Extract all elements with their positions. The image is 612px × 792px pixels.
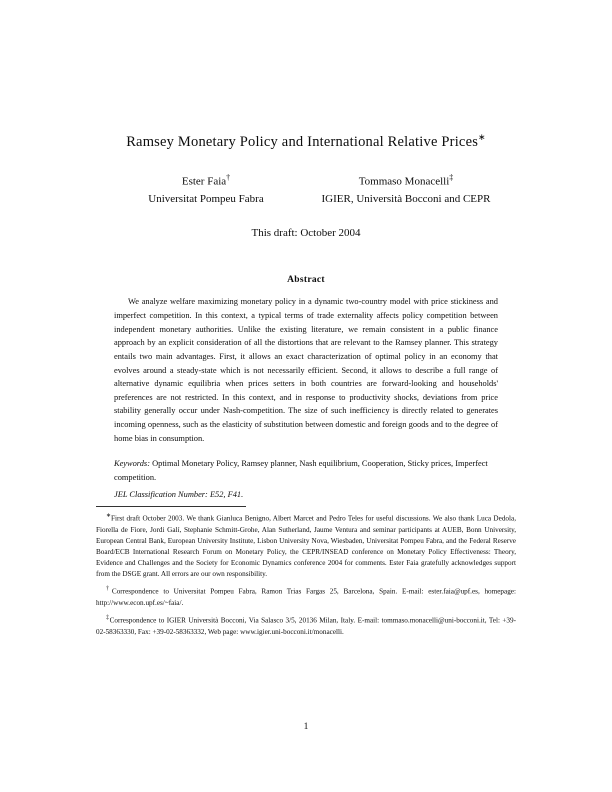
abstract-text: We analyze welfare maximizing monetary policy in a dynamic two-country model with price stickiness and imperfect competition. In this context, a typical terms of trade externality affects policy competition between independent monetary authorities. Unlike the existing literature, we remain consistent in a public finance approach by an explicit consideration of all the distortions that are relevant to the Ramsey planner. This strategy entails two main advantages. First, it allows an exact characterization of optimal policy in an economy that evolves around a steady-state which is not necessarily efficient. Second, it allows to describe a full range of alternative dynamic equilibria when prices setters in both countries are forward-looking and households' preferences are not restricted. In this context, and in response to productivity shocks, deviations from price stability generally occur under Nash-competition. The size of such inefficiency is directly related to generates incoming openness, such as the elasticity of substitution between domestic and foreign goods and to the degree of home bias in consumption. <box>114 297 498 443</box>
footnote-3-marker: ‡ <box>106 615 110 622</box>
footnote-2 <box>96 585 516 609</box>
footnotes-block <box>96 512 516 643</box>
author-2-affiliation: IGIER, Università Bocconi and CEPR <box>321 193 491 206</box>
footnote-2-text: Correspondence to Universitat Pompeu Fabra, Ramon Trias Fargas 25, Barcelona, Spain. E-mail: ester.faia@upf.es, homepage: http://www.econ.upf.es/~faia/. <box>96 587 516 607</box>
jel-text: E52, F41. <box>209 490 244 500</box>
footnote-1-marker: ∗ <box>106 513 112 519</box>
footnote-1 <box>96 512 516 580</box>
author-1-affiliation: Universitat Pompeu Fabra <box>148 193 264 206</box>
footnote-divider <box>96 506 246 507</box>
jel-label: JEL Classification Number: <box>114 490 208 500</box>
title-footnote-marker: ∗ <box>478 132 486 142</box>
jel-line <box>114 490 498 499</box>
author-2-name: Tommaso Monacelli‡ <box>358 172 454 188</box>
footnote-1-text: First draft October 2003. We thank Gianluca Benigno, Albert Marcet and Pedro Teles for useful discussions. We also thank Luca Dedola, Fiorella de Fiore, Jordi Galí, Stephanie Schmitt-Grohe, Alan Sutherland, Jaume Ventura and seminar participants at AUEB, Bonn University, European Central Bank, European University Institute, Lisbon University Nova, Wiesbaden, Universitat Pompeu Fabra, and the Federal Reserve Board/ECB International Research Forum on Monetary Policy, the CEPR/INSEAD conference on Monetary Policy Effectiveness: Theory, Evidence and Challenges and the Society for Economic Dynamics conference 2004 for comments. Ester Faia gratefully acknowledges support from the DSGE grant. All errors are our own responsibility. <box>96 514 516 579</box>
footnote-2-marker: † <box>106 586 112 593</box>
keywords-line <box>114 457 498 484</box>
draft-date: This draft: October 2004 <box>251 227 361 240</box>
page-number: 1 <box>303 722 309 732</box>
title-text: Ramsey Monetary Policy and International Relative Prices <box>126 133 479 150</box>
author-block <box>96 173 516 206</box>
footnote-3-text: Correspondence to IGIER Università Bocconi, Via Salasco 3/5, 20136 Milan, Italy. E-mail: tommaso.monacelli@uni-bocconi.it, Tel: +39-02-58363330, Fax: +39-02-58363332, Web page: www.igier.uni-bocconi.it/monacelli. <box>96 616 516 636</box>
author-1-name: Ester Faia† <box>181 172 231 188</box>
abstract-heading: Abstract <box>287 275 325 286</box>
footnote-3 <box>96 614 516 638</box>
page-title <box>96 132 516 151</box>
author-2-footnote-marker: ‡ <box>449 172 454 182</box>
keywords-label: Keywords: <box>114 459 150 469</box>
author-1-footnote-marker: † <box>226 172 231 182</box>
author-1 <box>106 173 306 206</box>
keywords-text: Optimal Monetary Policy, Ramsey planner, Nash equilibrium, Cooperation, Sticky prices, Imperfect competition. <box>114 459 488 482</box>
author-2 <box>306 173 506 206</box>
